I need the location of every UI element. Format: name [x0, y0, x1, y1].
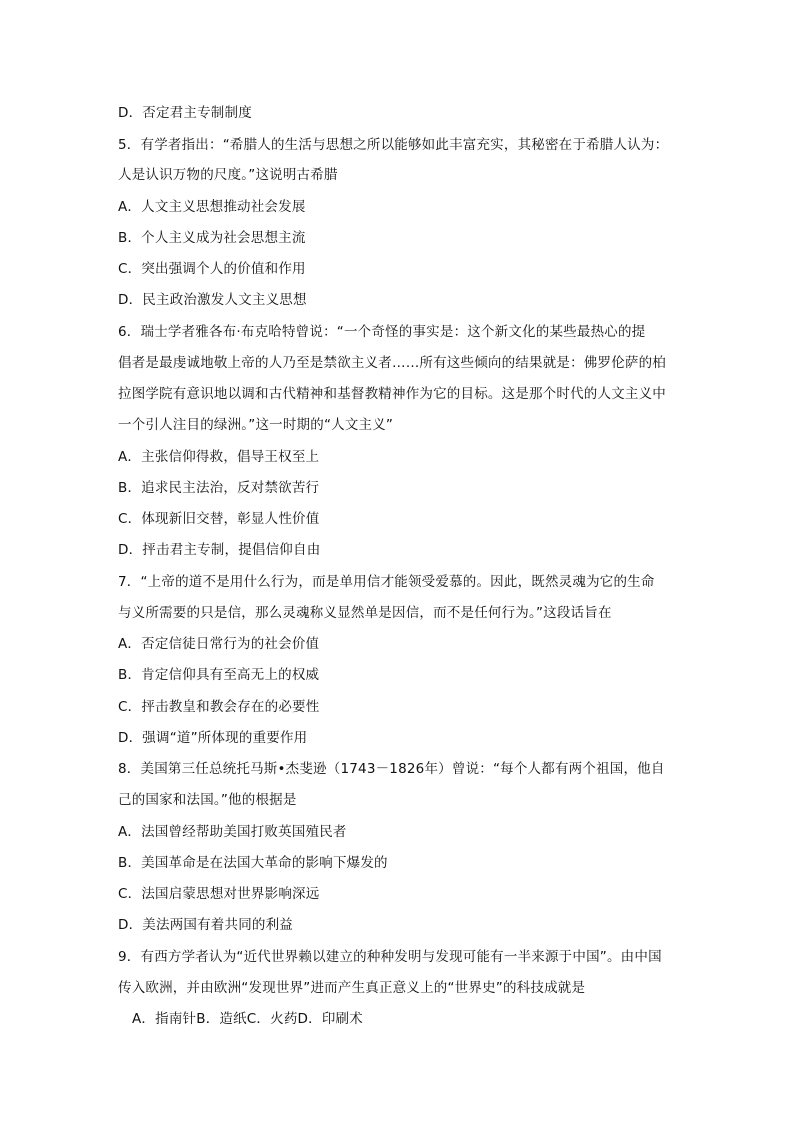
q5-option-d: D．民主政治激发人文主义思想 [118, 292, 307, 308]
q6-option-d: D．抨击君主专制，提倡信仰自由 [118, 542, 321, 558]
q9-stem-line-2: 传入欧洲，并由欧洲“发现世界”进而产生真正意义上的“世界史”的科技成就是 [118, 980, 586, 996]
q6-stem-line-1: 6．瑞士学者雅各布·布克哈特曾说：“一个奇怪的事实是：这个新文化的某些最热心的提 [118, 324, 646, 340]
q7-option-b: B．肯定信仰具有至高无上的权威 [118, 667, 320, 683]
q5-option-c: C．突出强调个人的价值和作用 [118, 261, 306, 277]
q8-option-d: D．美法两国有着共同的利益 [118, 917, 293, 933]
q9-options: A．指南针B．造纸C．火药D．印刷术 [132, 1011, 363, 1027]
q9-stem-line-1: 9．有西方学者认为“近代世界赖以建立的种种发明与发现可能有一半来源于中国”。由中国 [118, 949, 662, 965]
q7-option-a: A．否定信徒日常行为的社会价值 [118, 636, 320, 652]
q5-stem-line-2: 人是认识万物的尺度。”这说明古希腊 [118, 167, 338, 183]
q8-stem-line-1: 8．美国第三任总统托马斯•杰斐逊（1743－1826年）曾说：“每个人都有两个祖国，他自 [118, 761, 665, 777]
q8-option-c: C．法国启蒙思想对世界影响深远 [118, 886, 320, 902]
q6-option-a: A．主张信仰得救，倡导王权至上 [118, 449, 320, 465]
q6-option-c: C．体现新旧交替，彰显人性价值 [118, 511, 320, 527]
q7-stem-line-2: 与义所需要的只是信，那么灵魂称义显然单是因信，而不是任何行为。”这段话旨在 [118, 605, 612, 621]
q6-stem-line-3: 拉图学院有意识地以调和古代精神和基督教精神作为它的目标。这是那个时代的人文主义中 [118, 386, 666, 402]
q7-stem-line-1: 7．“上帝的道不是用什么行为，而是单用信才能领受爱慕的。因此，既然灵魂为它的生命 [118, 574, 655, 590]
q5-option-a: A．人文主义思想推动社会发展 [118, 199, 306, 215]
q8-option-a: A．法国曾经帮助美国打败英国殖民者 [118, 824, 347, 840]
q6-option-b: B．追求民主法治，反对禁欲苦行 [118, 480, 320, 496]
q6-stem-line-4: 一个引人注目的绿洲。”这一时期的“人文主义” [118, 417, 394, 433]
q7-option-c: C．抨击教皇和教会存在的必要性 [118, 699, 320, 715]
q8-option-b: B．美国革命是在法国大革命的影响下爆发的 [118, 855, 388, 871]
q5-stem-line-1: 5．有学者指出：“希腊人的生活与思想之所以能够如此丰富充实，其秘密在于希腊人认为： [118, 137, 669, 153]
q7-option-d: D．强调“道”所体现的重要作用 [118, 730, 308, 746]
q6-stem-line-2: 倡者是最虔诚地敬上帝的人乃至是禁欲主义者……所有这些倾向的结果就是：佛罗伦萨的柏 [118, 355, 666, 371]
q8-stem-line-2: 己的国家和法国。”他的根据是 [118, 792, 297, 808]
q5-option-b: B．个人主义成为社会思想主流 [118, 230, 306, 246]
q4-option-d: D．否定君主专制制度 [118, 105, 252, 121]
